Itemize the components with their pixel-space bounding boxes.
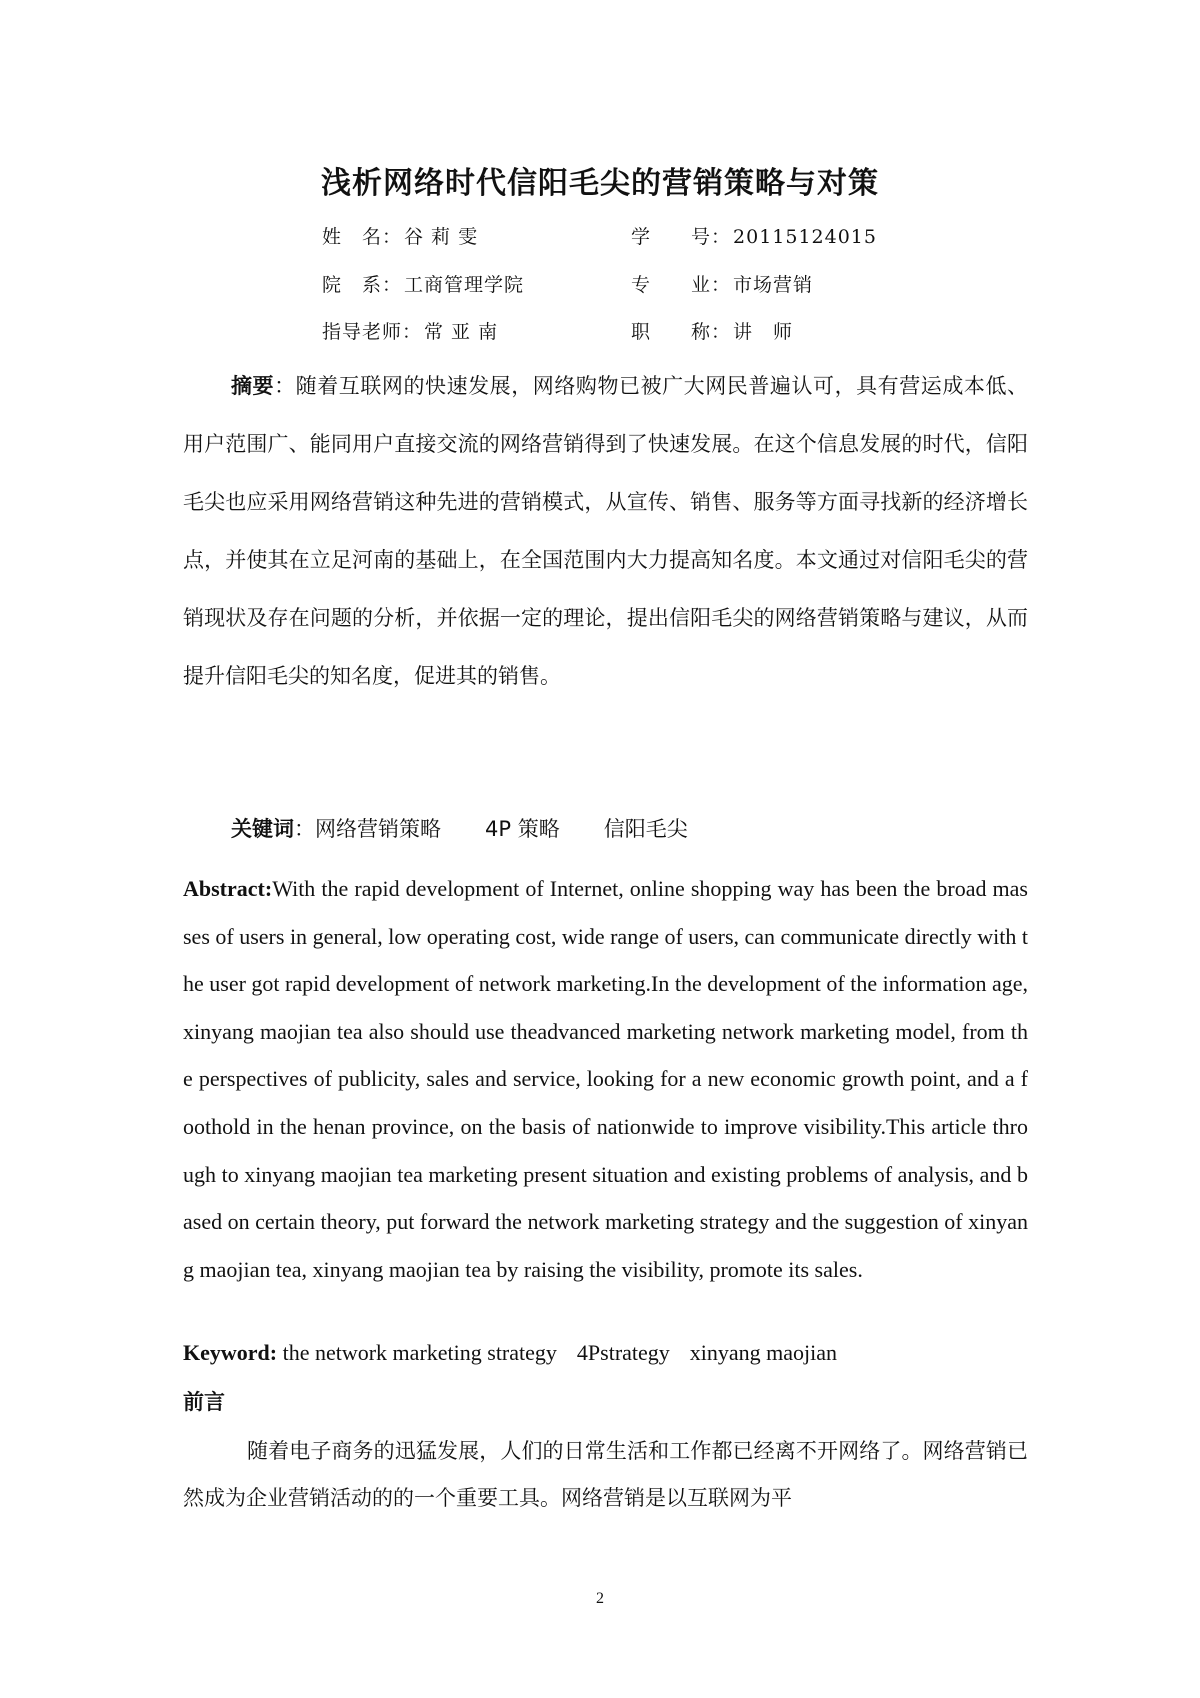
name-label: 姓 名： <box>322 226 403 248</box>
keyword-cn-item: 4P 策略 <box>485 817 560 841</box>
chinese-keywords <box>231 813 732 843</box>
info-row-advisor <box>0 317 1200 349</box>
id-label: 学 号： <box>631 226 732 248</box>
info-row-name <box>0 222 1200 254</box>
preface-paragraph: 随着电子商务的迅猛发展，人们的日常生活和工作都已经离不开网络了。网络营销已然成为企业营销活动的的一个重要工具。网络营销是以互联网为平 <box>183 1439 1028 1510</box>
abstract-cn-text: ：随着互联网的快速发展，网络购物已被广大网民普遍认可，具有营运成本低、用户范围广、能同用户直接交流的网络营销得到了快速发展。在这个信息发展的时代，信阳毛尖也应采用网络营销这种先进的营销模式，从宣传、销售、服务等方面寻找新的经济增长点，并使其在立足河南的基础上，在全国范围内大力提高知名度。本文通过对信阳毛尖的营销现状及存在问题的分析，并依据一定的理论，提出信阳毛尖的网络营销策略与建议，从而提升信阳毛尖的知名度，促进其的销售。 <box>183 374 1029 688</box>
major-label: 专 业： <box>631 274 732 296</box>
rank-value: 讲 师 <box>733 321 794 343</box>
student-name <box>322 222 478 249</box>
student-id <box>631 222 877 249</box>
major-value: 市场营销 <box>733 274 814 296</box>
dept-label: 院 系： <box>322 274 403 296</box>
keywords-en-label: Keyword: <box>183 1340 278 1365</box>
page-number: 2 <box>596 1590 604 1607</box>
advisor-rank <box>631 317 793 344</box>
keywords-cn-colon: ： <box>294 817 315 841</box>
id-value: 20115124015 <box>733 226 877 248</box>
english-keywords <box>183 1340 857 1366</box>
preface-heading: 前言 <box>183 1390 225 1414</box>
keyword-en-item: 4Pstrategy <box>576 1340 670 1365</box>
advisor <box>322 317 498 344</box>
advisor-label: 指导老师： <box>322 321 423 343</box>
keyword-en-item: xinyang maojian <box>689 1340 838 1365</box>
department <box>322 270 524 297</box>
abstract-en-label: Abstract: <box>183 876 273 901</box>
abstract-cn-label: 摘要 <box>231 374 275 398</box>
name-value: 谷 莉 雯 <box>404 226 479 248</box>
english-abstract <box>183 865 1028 1293</box>
dept-value: 工商管理学院 <box>404 274 525 296</box>
paper-title: 浅析网络时代信阳毛尖的营销策略与对策 <box>321 166 879 201</box>
rank-label: 职 称： <box>631 321 732 343</box>
major <box>631 270 813 297</box>
chinese-abstract <box>183 357 1028 705</box>
keyword-en-item: the network marketing strategy <box>282 1340 557 1365</box>
keyword-cn-item: 信阳毛尖 <box>603 817 688 841</box>
abstract-en-text: With the rapid development of Internet, online shopping way has been the broad masses of users in general, low operating cost, wide range of users, can communicate directly with the user got rapid development of network marketing.In the development of the information age, xinyang maojian tea also should use theadvanced marketing network marketing model, from the perspectives of publicity, sales and service, looking for a new economic growth point, and a foothold in the henan province, on the basis of nationwide to improve visibility.This article through to xinyang maojian tea marketing present situation and existing problems of analysis, and based on certain theory, put forward the network marketing strategy and the suggestion of xinyang maojian tea, xinyang maojian tea by raising the visibility, promote its sales. <box>183 876 1028 1282</box>
keywords-cn-label: 关键词 <box>231 817 294 841</box>
keyword-cn-item: 网络营销策略 <box>315 817 441 841</box>
info-row-department <box>0 270 1200 302</box>
advisor-value: 常 亚 南 <box>424 321 499 343</box>
